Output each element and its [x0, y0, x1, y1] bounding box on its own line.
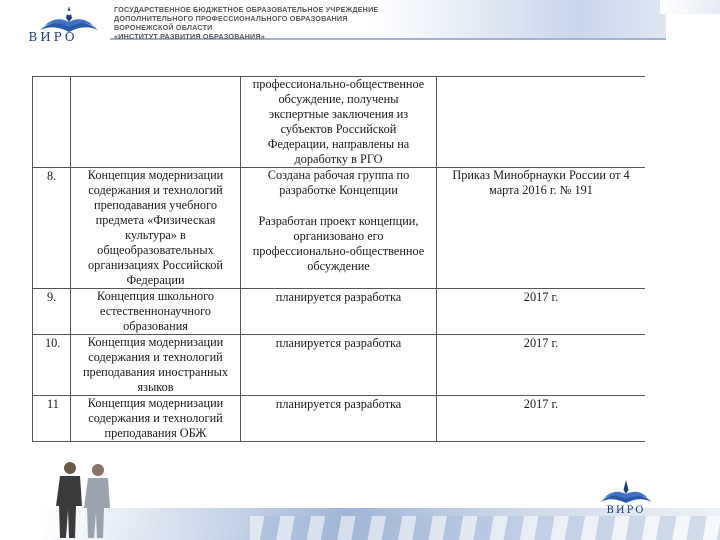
table-row [33, 77, 646, 168]
concepts-table [32, 76, 645, 442]
status-text: Разработан проект концепции, организовано его профессионально-общественное обсуждение [252, 214, 425, 273]
table-row [33, 335, 646, 396]
table-cell-doc: 2017 г. [437, 335, 646, 396]
table-cell-concept: Концепция модернизации содержания и технологий преподавания учебного предмета «Физическая культура» в общеобразовательных организациях Российской Федерации [71, 168, 241, 289]
table-row [33, 168, 646, 289]
business-people-image [40, 462, 130, 540]
header-corner-decor [660, 0, 720, 14]
table-cell-status: планируется разработка [241, 335, 437, 396]
table-cell-num: 10. [33, 335, 71, 396]
concepts-table-container [32, 76, 645, 448]
status-text: Создана рабочая группа по разработке Концепции [267, 168, 410, 197]
table-cell-concept: Концепция школьного естественнонаучного образования [71, 289, 241, 335]
table-row [33, 396, 646, 442]
organization-name [114, 5, 378, 41]
table-row [33, 289, 646, 335]
slide-header [0, 0, 720, 62]
table-cell-doc [437, 77, 646, 168]
table-cell-num: 8. [33, 168, 71, 289]
table-cell-doc: 2017 г. [437, 396, 646, 442]
table-cell-concept: Концепция модернизации содержания и технологий преподавания иностранных языков [71, 335, 241, 396]
table-cell-concept: Концепция модернизации содержания и технологий преподавания ОБЖ [71, 396, 241, 442]
header-decor-band [370, 0, 666, 40]
logo-text: ВИРО [28, 30, 78, 44]
table-cell-doc: Приказ Минобрнауки России от 4 марта 2016 г. № 191 [437, 168, 646, 289]
org-line: ДОПОЛНИТЕЛЬНОГО ПРОФЕССИОНАЛЬНОГО ОБРАЗОВАНИЯ [114, 14, 348, 23]
footer-logo-text: ВИРО [606, 505, 646, 516]
table-cell-num [33, 77, 71, 168]
table-cell-status: планируется разработка [241, 396, 437, 442]
org-line: ГОСУДАРСТВЕННОЕ БЮДЖЕТНОЕ ОБРАЗОВАТЕЛЬНОЕ УЧРЕЖДЕНИЕ [114, 5, 379, 14]
table-cell-status: планируется разработка [241, 289, 437, 335]
table-cell-num: 9. [33, 289, 71, 335]
table-cell-status [241, 168, 437, 289]
org-line: «ИНСТИТУТ РАЗВИТИЯ ОБРАЗОВАНИЯ» [114, 32, 265, 41]
slide-footer [0, 450, 720, 540]
table-cell-concept [71, 77, 241, 168]
table-cell-num: 11 [33, 396, 71, 442]
footer-decor-stripes [250, 516, 720, 540]
org-line: ВОРОНЕЖСКОЙ ОБЛАСТИ [114, 23, 213, 32]
table-cell-status: профессионально-общественное обсуждение, получены экспертные заключения из субъектов Российской Федерации, направлены на доработку в РГО [241, 77, 437, 168]
table-cell-doc: 2017 г. [437, 289, 646, 335]
